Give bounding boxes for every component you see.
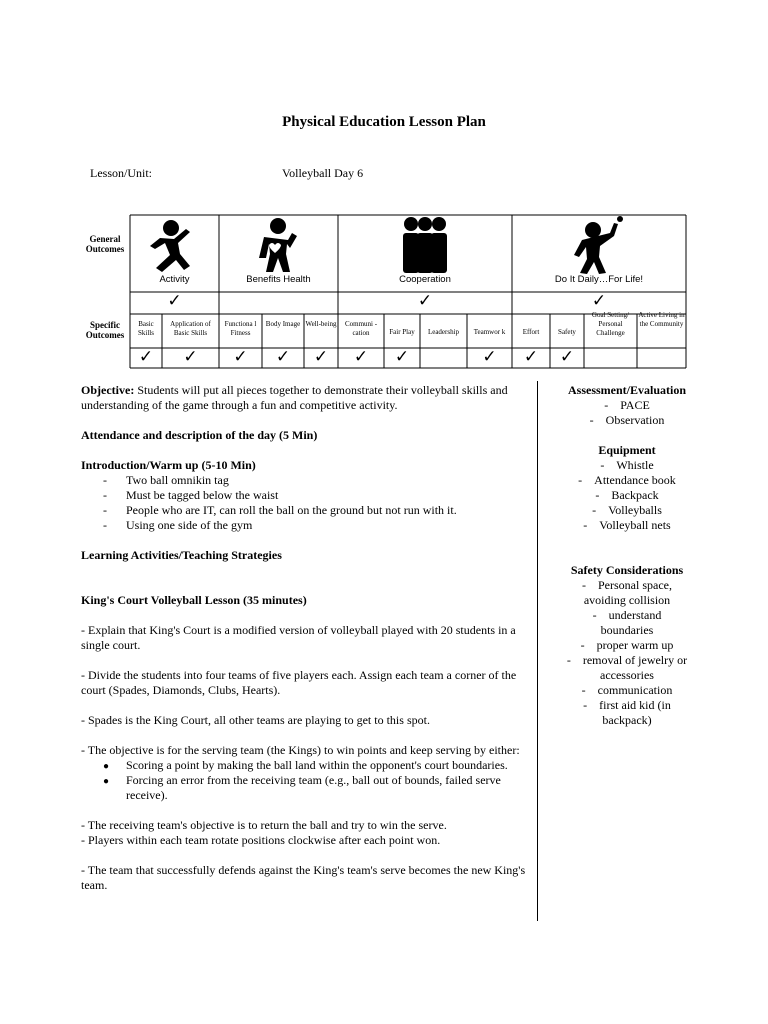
general-outcomes-label: General Outcomes: [85, 234, 125, 254]
kings-paragraph: - The objective is for the serving team (the Kings) to win points and keep serving by either:: [81, 743, 520, 757]
safety-item: - proper warm up: [580, 638, 674, 652]
assessment-item: - Observation: [589, 413, 665, 427]
lesson-content: [81, 383, 533, 893]
group-icon: [403, 217, 447, 273]
category-check: ✓: [167, 291, 182, 311]
intro-heading: Introduction/Warm up (5-10 Min): [81, 458, 256, 472]
assessment-item: - PACE: [604, 398, 650, 412]
page-title: Physical Education Lesson Plan: [282, 114, 486, 130]
kings-bullet: ● Scoring a point by making the ball land within the opponent's court boundaries.: [81, 758, 533, 773]
specific-body-image: Body Image: [265, 320, 301, 328]
specific-application: Application of Basic Skills: [170, 320, 211, 337]
specific-check: ✓: [523, 347, 539, 367]
specific-communication: Communi -cation: [344, 320, 378, 337]
specific-check: ✓: [394, 347, 410, 367]
equipment-item: - Attendance book: [578, 473, 676, 487]
specific-teamwork: Teamwor k: [473, 328, 506, 336]
intro-item: - Must be tagged below the waist: [81, 488, 533, 503]
category-check: ✓: [417, 291, 433, 311]
heart-person-icon: [259, 218, 297, 272]
learning-heading: Learning Activities/Teaching Strategies: [81, 548, 282, 562]
objective: [81, 383, 533, 413]
category-do-it-daily: Do It Daily…For Life!: [554, 274, 644, 285]
specific-check: ✓: [138, 347, 154, 367]
specific-check: ✓: [275, 347, 291, 367]
safety-item: - communication: [581, 683, 673, 697]
objective-text: Students will put all pieces together to demonstrate their volleyball skills and understanding of the game through a fun and competitive activity.: [81, 383, 508, 412]
sidebar: [545, 383, 709, 728]
column-divider: [537, 381, 538, 921]
lesson-unit-label: Lesson/Unit:: [90, 166, 152, 180]
kings-paragraph: - Spades is the King Court, all other teams are playing to get to this spot.: [81, 713, 430, 727]
specific-check: ✓: [233, 347, 248, 367]
specific-check: ✓: [183, 347, 198, 367]
kings-paragraph: - Players within each team rotate positions clockwise after each point won.: [81, 833, 441, 847]
specific-leadership: Leadership: [427, 328, 460, 336]
specific-well-being: Well-being: [305, 320, 337, 328]
intro-item: - Using one side of the gym: [81, 518, 533, 533]
specific-check: ✓: [353, 347, 369, 367]
specific-fair-play: Fair Play: [389, 328, 415, 336]
specific-active-living: Active Living in the Community: [638, 311, 685, 328]
assessment-heading: Assessment/Evaluation: [567, 383, 686, 397]
category-check: ✓: [591, 291, 607, 311]
specific-outcomes-label: Specific Outcomes: [85, 320, 125, 340]
safety-heading: Safety Considerations: [570, 563, 684, 577]
juggler-icon: [574, 216, 623, 274]
intro-item: - Two ball omnikin tag: [81, 473, 533, 488]
kings-paragraph: - The team that successfully defends against the King's team's serve becomes the new King's team.: [81, 863, 526, 892]
safety-item: - removal of jewelry or accessories: [566, 653, 688, 682]
equipment-item: - Backpack: [595, 488, 659, 502]
specific-check: ✓: [482, 347, 497, 367]
lesson-unit-value: Volleyball Day 6: [282, 166, 364, 180]
specific-check: ✓: [313, 347, 329, 367]
category-activity: Activity: [159, 274, 190, 285]
kings-bullet: ● Forcing an error from the receiving team (e.g., ball out of bounds, failed serve receive).: [81, 773, 533, 803]
specific-check: ✓: [559, 347, 575, 367]
category-cooperation: Cooperation: [399, 274, 451, 285]
intro-item: - People who are IT, can roll the ball on the ground but not run with it.: [81, 503, 533, 518]
safety-item: - understand boundaries: [592, 608, 662, 637]
safety-item: - Personal space, avoiding collision: [582, 578, 672, 607]
specific-effort: Effort: [522, 328, 540, 336]
specific-safety: Safety: [558, 328, 576, 336]
attendance-heading: Attendance and description of the day (5 Min): [81, 428, 318, 442]
kings-court-heading: King's Court Volleyball Lesson (35 minutes): [81, 593, 307, 607]
category-benefits-health: Benefits Health: [246, 274, 311, 285]
kings-paragraph: - Explain that King's Court is a modified version of volleyball played with 20 students in a single court.: [81, 623, 516, 652]
safety-item: - first aid kid (in backpack): [583, 698, 671, 727]
equipment-heading: Equipment: [598, 443, 656, 457]
objective-label: Objective:: [81, 383, 135, 397]
kings-paragraph: - Divide the students into four teams of five players each. Assign each team a corner of the court (Spades, Diamonds, Clubs, Hearts).: [81, 668, 517, 697]
equipment-item: - Whistle: [600, 458, 654, 472]
specific-goal-setting: Goal Setting/ Personal Challenge: [591, 311, 630, 337]
equipment-item: - Volleyballs: [592, 503, 662, 517]
specific-functional-fitness: Functiona l Fitness: [224, 320, 257, 337]
equipment-item: - Volleyball nets: [583, 518, 671, 532]
specific-basic-skills: Basic Skills: [138, 320, 154, 337]
activity-icon: [150, 220, 190, 272]
kings-paragraph: - The receiving team's objective is to return the ball and try to win the serve.: [81, 818, 447, 832]
